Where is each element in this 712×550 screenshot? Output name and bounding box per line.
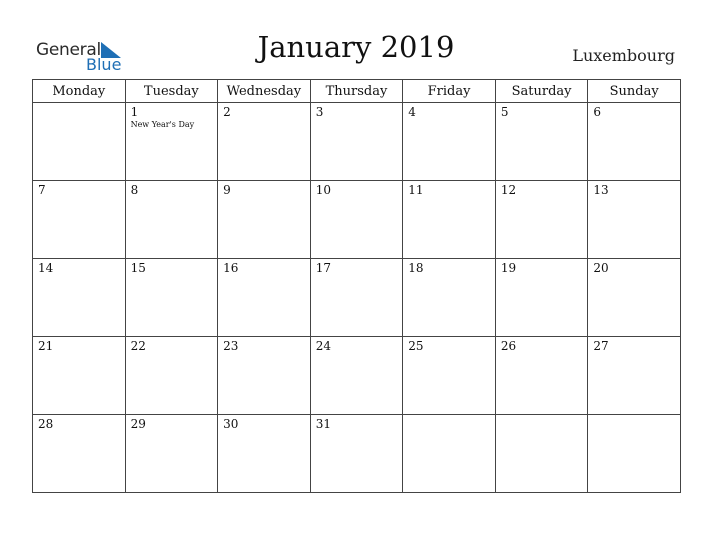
day-number (496, 415, 588, 417)
calendar-body (33, 103, 681, 493)
weekday-header: Friday (403, 80, 496, 103)
day-number: 16 (223, 261, 239, 275)
day-cell (495, 103, 588, 181)
day-number: 18 (408, 261, 424, 275)
weekday-header: Tuesday (125, 80, 218, 103)
day-number: 3 (315, 105, 324, 119)
day-cell (495, 181, 588, 259)
day-number: 22 (130, 339, 146, 353)
day-number: 9 (223, 183, 231, 197)
day-cell (33, 337, 126, 415)
day-number: 29 (130, 417, 146, 431)
day-number: 23 (223, 339, 239, 353)
day-number: 28 (38, 417, 54, 431)
week-row (33, 415, 681, 493)
day-number: 25 (408, 339, 424, 353)
day-cell (403, 415, 496, 493)
day-number (33, 103, 125, 105)
day-number: 24 (315, 339, 331, 353)
weekday-header: Monday (33, 80, 126, 103)
day-number: 15 (130, 261, 146, 275)
day-cell (588, 259, 681, 337)
day-cell (218, 181, 311, 259)
day-number: 2 (223, 105, 231, 119)
day-cell (310, 181, 403, 259)
day-number: 31 (315, 417, 331, 431)
day-number: 7 (38, 183, 46, 197)
day-cell (588, 103, 681, 181)
day-number: 30 (223, 417, 239, 431)
day-number: 17 (315, 261, 331, 275)
day-cell (33, 181, 126, 259)
day-cell (218, 259, 311, 337)
day-cell (33, 103, 126, 181)
day-number: 27 (593, 339, 609, 353)
day-number: 13 (593, 183, 609, 197)
day-cell (125, 181, 218, 259)
day-number (588, 415, 680, 417)
weekday-header-row (33, 80, 681, 103)
country-label: Luxembourg (572, 46, 675, 65)
week-row (33, 181, 681, 259)
day-cell (403, 337, 496, 415)
logo-text-general: General (36, 40, 101, 60)
day-cell (588, 181, 681, 259)
day-number: 1 (130, 105, 139, 119)
day-number: 14 (38, 261, 54, 275)
day-cell (403, 259, 496, 337)
day-cell (125, 259, 218, 337)
day-cell (310, 415, 403, 493)
weekday-header: Wednesday (218, 80, 311, 103)
holiday-label: New Year's Day (130, 120, 195, 129)
day-number: 26 (500, 339, 517, 353)
day-cell (310, 337, 403, 415)
day-number: 21 (38, 339, 54, 353)
day-number: 5 (500, 105, 509, 119)
day-cell (125, 103, 218, 181)
day-cell (218, 337, 311, 415)
day-cell (495, 337, 588, 415)
day-number: 8 (130, 183, 139, 197)
calendar-title: January 2019 (257, 30, 455, 64)
day-cell (33, 259, 126, 337)
day-cell (495, 259, 588, 337)
day-cell (588, 415, 681, 493)
day-number: 12 (500, 183, 517, 197)
weekday-header: Thursday (310, 80, 403, 103)
calendar-grid (32, 79, 681, 493)
day-cell (125, 337, 218, 415)
day-cell (33, 415, 126, 493)
day-cell (403, 181, 496, 259)
day-number: 4 (408, 105, 416, 119)
weekday-header: Saturday (495, 80, 588, 103)
day-cell (125, 415, 218, 493)
week-row (33, 259, 681, 337)
day-cell (495, 415, 588, 493)
week-row (33, 103, 681, 181)
day-number: 19 (500, 261, 517, 275)
day-cell (588, 337, 681, 415)
weekday-header: Sunday (588, 80, 681, 103)
day-cell (218, 415, 311, 493)
logo-text-blue: Blue (86, 55, 122, 74)
day-number (403, 415, 495, 417)
day-cell (218, 103, 311, 181)
day-number: 11 (408, 183, 424, 197)
day-cell (403, 103, 496, 181)
week-row (33, 337, 681, 415)
day-cell (310, 259, 403, 337)
day-number: 20 (593, 261, 609, 275)
day-number: 10 (315, 183, 331, 197)
day-cell (310, 103, 403, 181)
day-number: 6 (593, 105, 602, 119)
